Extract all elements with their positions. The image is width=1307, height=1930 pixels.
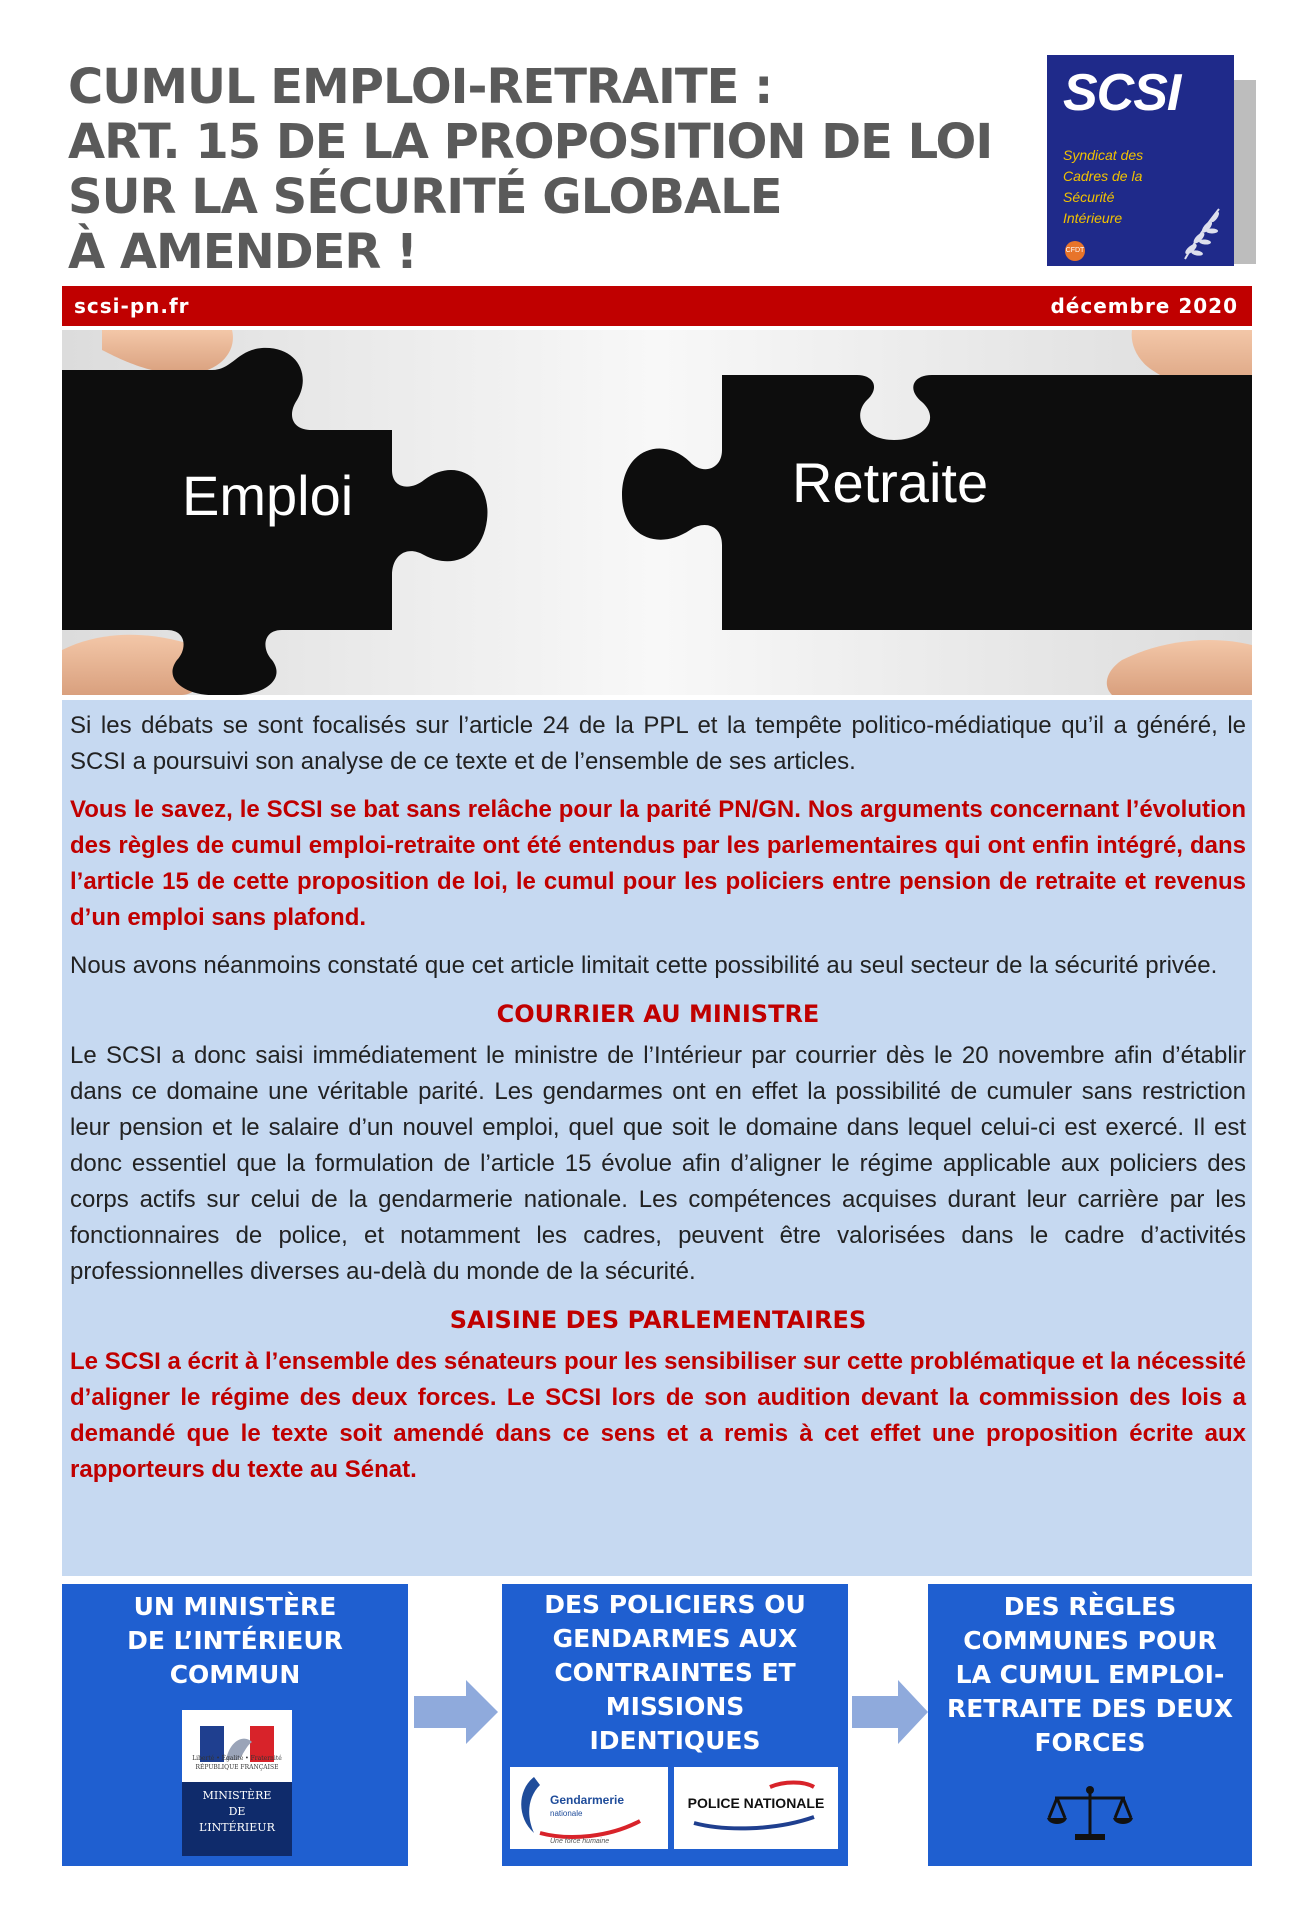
- page-title: [68, 60, 1048, 280]
- article-body: [62, 700, 1252, 1576]
- box3-line-3: LA CUMUL EMPLOI-: [955, 1660, 1225, 1689]
- logo-subtitle: [1063, 145, 1143, 229]
- gendarmerie-motto: Une force humaine: [550, 1838, 610, 1845]
- ministere-line-1: MINISTÈRE: [202, 1789, 272, 1802]
- box2-line-3: CONTRAINTES ET: [554, 1658, 796, 1687]
- laurel-icon: [1175, 205, 1225, 261]
- gendarmerie-text: [550, 1793, 624, 1849]
- box-policiers-gendarmes: [502, 1584, 848, 1866]
- box2-line-4: MISSIONS: [605, 1692, 745, 1721]
- section-heading-courrier: COURRIER AU MINISTRE: [496, 1000, 820, 1028]
- logo-line-3: Sécurité: [1063, 189, 1115, 205]
- box1-line-1: UN MINISTÈRE: [133, 1592, 337, 1621]
- paragraph-limitation: Nous avons néanmoins constaté que cet article limitait cette possibilité au seul secteur de la sécurité privée.: [70, 952, 1218, 979]
- ministere-line-2: DE: [228, 1805, 246, 1818]
- gendarmerie-line-1: Gendarmerie: [550, 1793, 625, 1807]
- gendarmerie-line-2: nationale: [550, 1809, 583, 1818]
- gendarmerie-logo: [510, 1767, 668, 1849]
- police-nationale-label: POLICE NATIONALE: [687, 1795, 825, 1811]
- issue-date: décembre 2020: [1050, 294, 1238, 318]
- ministere-interieur-logo: [182, 1710, 292, 1856]
- box2-line-1: DES POLICIERS OU: [544, 1590, 806, 1619]
- left-piece-label: Emploi: [182, 464, 354, 527]
- box-regles-communes: [928, 1584, 1252, 1866]
- box3-line-4: RETRAITE DES DEUX: [946, 1694, 1234, 1723]
- ministere-label: [182, 1782, 292, 1856]
- logo-line-4: Intérieure: [1063, 210, 1123, 226]
- right-piece-label: Retraite: [792, 451, 989, 514]
- police-nationale-logo: [674, 1767, 838, 1849]
- scales-icon: [1045, 1784, 1135, 1844]
- title-line-4: À AMENDER !: [68, 224, 417, 280]
- logo-line-2: Cadres de la: [1063, 168, 1143, 184]
- section-heading-saisine: SAISINE DES PARLEMENTAIRES: [449, 1306, 867, 1334]
- box-ministere: [62, 1584, 408, 1866]
- paragraph-courrier: Le SCSI a donc saisi immédiatement le ministre de l’Intérieur par courrier dès le 20 novembre afin d’établir dans ce domaine une véritable parité. Les gendarmes ont en effet la possibilité de cumuler sans restriction leur pension et le salaire d’un nouvel emploi, quel que soit le domaine dans lequel celui-ci est exercé. Il est donc essentiel que la formulation de l’article 15 évolue afin d’aligner le régime applicable aux policiers des corps actifs sur celui de la gendarmerie nationale. Les compétences acquises durant leur carrière par les fonctionnaires de police, et notamment les cadres, peuvent être valorisées dans le cadre d’activités professionnelles diverses au-delà du monde de la sécurité.: [70, 1042, 1246, 1285]
- paragraph-intro: Si les débats se sont focalisés sur l’article 24 de la PPL et la tempête politico-médiatique qu’il a généré, le SCSI a poursuivi son analyse de ce texte et de l’ensemble de ses articles.: [70, 712, 1246, 775]
- cfdt-badge: CFDT: [1065, 241, 1085, 261]
- title-line-2: ART. 15 DE LA PROPOSITION DE LOI: [68, 114, 993, 170]
- site-date-band: [62, 286, 1252, 326]
- site-url: scsi-pn.fr: [74, 294, 190, 318]
- ministere-line-3: L’INTÉRIEUR: [199, 1821, 275, 1834]
- box3-line-2: COMMUNES POUR: [963, 1626, 1217, 1655]
- box2-line-2: GENDARMES AUX: [552, 1624, 798, 1653]
- arrow-right-icon: [414, 1680, 498, 1744]
- paragraph-saisine: Le SCSI a écrit à l’ensemble des sénateurs pour les sensibiliser sur cette problématique et la nécessité d’aligner le régime des deux forces. Le SCSI lors de son audition devant la commission des lois a demandé que le texte soit amendé dans ce sens et a remis à cet effet une proposition écrite aux rapporteurs du texte au Sénat.: [70, 1348, 1246, 1483]
- puzzle-illustration: [62, 330, 1252, 695]
- box1-line-2: DE L’INTÉRIEUR: [127, 1626, 343, 1655]
- scsi-logo: [1047, 55, 1234, 266]
- box2-line-5: IDENTIQUES: [589, 1726, 761, 1755]
- motto-line-1: Liberté • Égalité • Fraternité: [192, 1755, 282, 1762]
- hero-image: [62, 330, 1252, 695]
- box1-line-3: COMMUN: [169, 1660, 301, 1689]
- box3-line-5: FORCES: [1034, 1728, 1146, 1757]
- arrow-right-icon-2: [852, 1680, 928, 1744]
- paragraph-highlight-parity: Vous le savez, le SCSI se bat sans relâche pour la parité PN/GN. Nos arguments concernant l’évolution des règles de cumul emploi-retraite ont été entendus par les parlementaires qui ont enfin intégré, dans l’article 15 de cette proposition de loi, le cumul pour les policiers entre pension de retraite et revenus d’un emploi sans plafond.: [70, 796, 1246, 931]
- logo-brand: SCSI: [1063, 64, 1181, 122]
- republique-motto: [182, 1754, 292, 1772]
- box3-line-1: DES RÈGLES: [1003, 1592, 1177, 1621]
- title-line-3: SUR LA SÉCURITÉ GLOBALE: [68, 169, 782, 225]
- motto-line-2: RÉPUBLIQUE FRANÇAISE: [195, 1764, 279, 1771]
- title-line-1: CUMUL EMPLOI-RETRAITE :: [68, 59, 773, 115]
- logo-line-1: Syndicat des: [1063, 147, 1144, 163]
